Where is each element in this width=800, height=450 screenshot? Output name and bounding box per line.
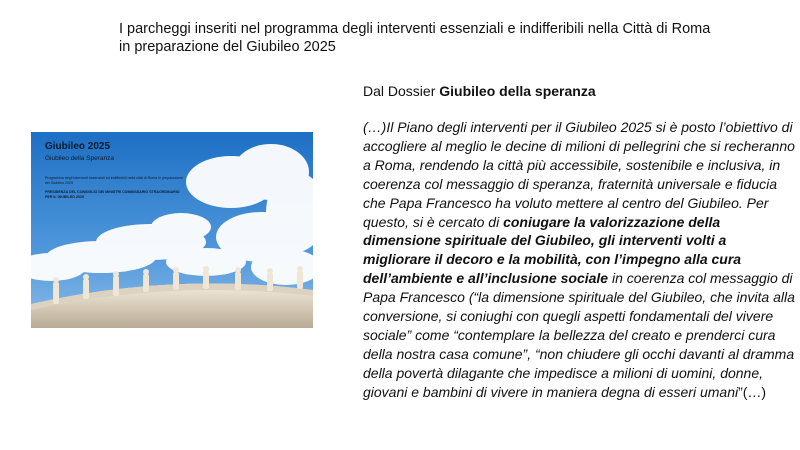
cover-organization: PRESIDENZA DEL CONSIGLIO DEI MINISTRI COMMISSARIO STRAORDINARIO PER IL GIUBILEO 2025 [45,190,180,199]
cover-subtitle: Giubileo della Speranza [45,155,115,162]
dossier-quote [363,118,797,402]
cover-title: Giubileo 2025 [45,141,111,152]
quote-part-1: (…)Il Piano degli interventi per il Giubileo 2025 si è posto l’obiettivo di accogliere al meglio le decine di milioni di pellegrini che si recheranno a Roma, rendendo la città più accessibile, sostenibile e inclusiva, in coerenza col messaggio di speranza, fraternità universale e fiducia che Papa Francesco ha voluto mettere al centro del Giubileo. Per questo, si è cercato di [363,119,795,230]
page-title: I parcheggi inseriti nel programma degli interventi essenziali e indifferibili nella Città di Roma in preparazione del Giubileo 2025 [119,21,711,55]
quote-emphasis: coniugare la valorizzazione della dimensione spirituale del Giubileo, gli interventi volti a migliorare il decoro e la mobilità, con l’impegno alla cura dell’ambiente e all’inclusione sociale [363,213,742,287]
cover-description: Programma degli interventi essenziali ed indifferibili nella città di Roma in preparazione del Giubileo 2025 [45,176,183,185]
dossier-title: Giubileo della speranza [439,83,596,99]
dossier-cover-image [31,132,313,328]
source-prefix: Dal Dossier [363,83,440,99]
quote-part-3: in coerenza col messaggio di Papa Francesco (“la dimensione spirituale del Giubileo, che invita alla conversione, si coniughi con quegli aspetti fondamentali del vivere sociale” come “contemplare la bellezza del creato e prenderci cura della nostra casa comune”, “non chiudere gli occhi davanti al dramma della povertà dilagante che impedisce a milioni di uomini, donne, giovani e bambini di vivere in maniera degna di esseri umani [363,270,795,400]
source-line [363,82,596,100]
quote-ellipsis: ”(…) [738,383,767,400]
